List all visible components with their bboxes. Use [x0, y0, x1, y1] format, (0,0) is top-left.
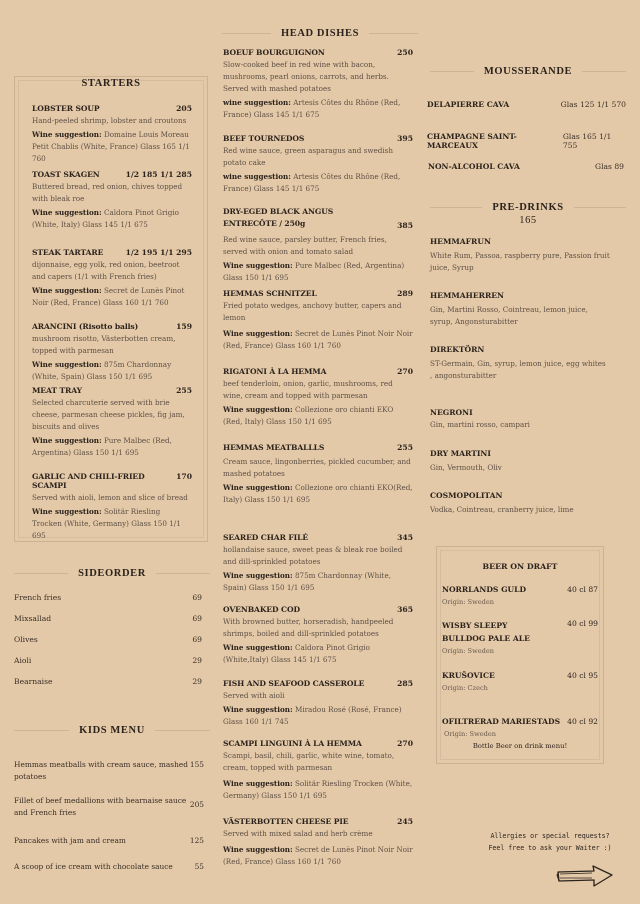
item-name: TOAST SKAGEN — [32, 170, 100, 179]
item-name: LOBSTER SOUP — [32, 104, 100, 113]
menu-item: VÄSTERBOTTEN CHEESE PIE 245 Served with mixed salad and herb crème Wine suggestion: Secret de Lunès Pinot Noir Noir (Red, France) Glass 160 1/1 760 — [223, 817, 413, 866]
divider — [574, 207, 626, 208]
item-desc: Buttered bread, red onion, chives topped with bleak roe — [32, 182, 183, 203]
drink-item: HEMMAHERREN Gin, Martini Rosso, Cointreau, lemon juice, syrup, Angonsturabitter — [430, 291, 588, 326]
menu-item: RIGATONI À LA HEMMA 270 beef tenderloin, onion, garlic, mushrooms, red wine, cream and topped with parmesan Wine suggestion: Collezione oro chianti EKO (Red, Italy) Glass 150 1/1 695 — [223, 367, 413, 426]
wine-suggestion: Wine suggestion: Secret de Lunès Pinot Noir (Red, France) Glass 160 1/1 760 — [32, 286, 185, 307]
wine-suggestion: Wine suggestion: Domaine Louis Moreau Petit Chablis (White, France) Glass 165 1/1 760 — [32, 130, 190, 163]
list-item: French fries 69 — [14, 593, 202, 602]
item-name: STEAK TARTARE — [32, 248, 104, 257]
wine-suggestion: Wine suggestion: 875m Chardonnay (White, Spain) Glass 150 1/1 695 — [32, 360, 172, 381]
wine-suggestion: Wine suggestion: Pure Malbec (Red, Argentina) Glass 150 1/1 695 — [32, 436, 172, 457]
menu-item: HEMMAS SCHNITZEL 289 Fried potato wedges, anchovy butter, capers and lemon Wine suggestion: Secret de Lunès Pinot Noir Noir (Red, France) Glass 160 1/1 760 — [223, 289, 413, 350]
divider — [14, 573, 68, 574]
divider — [582, 71, 626, 72]
predrinks-heading — [430, 202, 626, 213]
head-dishes-section — [223, 48, 413, 868]
drink-item: COSMOPOLITAN Vodka, Cointreau, cranberry juice, lime — [430, 491, 574, 514]
starters-section — [32, 104, 192, 542]
sideorder-list — [14, 587, 202, 692]
predrinks-list — [430, 237, 610, 516]
item-price: 1/2 195 1/1 295 — [125, 248, 192, 257]
item-desc: Hand-peeled shrimp, lobster and croutons — [32, 116, 187, 125]
beer-item: OFILTRERAD MARIESTADS 40 cl 92 Origin: Sweden — [442, 717, 598, 738]
item-price: 255 — [176, 386, 192, 395]
menu-item — [32, 322, 192, 386]
menu-item: DRY-EGED BLACK ANGUS ENTRECÔTE / 250g 385 Red wine sauce, parsley butter, French fries, served with onion and tomato salad Wine suggestion: Pure Malbec (Red, Argentina) Glass 150 1/1 695 — [223, 207, 413, 282]
drink-item: DRY MARTINI Gin, Vermouth, Oliv — [430, 449, 502, 472]
list-item: Bearnaise 29 — [14, 677, 202, 686]
list-item: Hemmas meatballs with cream sauce, mashed potatoes 155 — [14, 760, 204, 781]
item-price: 159 — [176, 322, 192, 331]
item-name: MEAT TRAY — [32, 386, 82, 395]
beer-item: NORRLANDS GULD 40 cl 87 Origin: Sweden — [442, 585, 598, 606]
menu-item: BOEUF BOURGUIGNON 250 Slow-cooked beef in red wine with bacon, mushrooms, pearl onions, carrots, and herbs. Served with mashed potatoes wine suggestion: Artesis Côtes du Rhône (Red, France) Glass 145 1/1 675 — [223, 48, 413, 119]
item-desc: mushroom risotto, Västerbotten cream, topped with parmesan — [32, 334, 176, 355]
menu-item: HEMMAS MEATBALLLS 255 Cream sauce, lingonberries, pickled cucumber, and mashed potatoes Wine suggestion: Collezione oro chianti EKO(Red, Italy) Glass 150 1/1 695 — [223, 443, 413, 504]
kids-heading — [14, 725, 210, 736]
head-dishes-heading — [222, 28, 418, 39]
beer-item: WISBY SLEEPY BULLDOG PALE ALE 40 cl 99 Origin: Sweden — [442, 619, 598, 655]
item-desc: dijonnaise, egg yolk, red onion, beetroot and capers (1/1 with French fries) — [32, 260, 180, 281]
mousserande-heading — [430, 66, 626, 77]
list-item: CHAMPAGNE SAINT-MARCEAUX Glas 165 1/1 755 — [427, 132, 612, 150]
item-name: GARLIC AND CHILI-FRIED SCAMPI — [32, 472, 145, 490]
hand-drawn-arrow-right-icon — [556, 864, 616, 888]
list-item: Mixsallad 69 — [14, 614, 202, 623]
divider — [430, 207, 482, 208]
menu-item: FISH AND SEAFOOD CASSEROLE 285 Served with aioli Wine suggestion: Miradou Rosé (Rosé, France) Glass 160 1/1 745 — [223, 679, 413, 726]
menu-item — [32, 386, 192, 472]
beer-section — [442, 562, 598, 750]
mousserande-list — [427, 100, 626, 171]
menu-item: OVENBAKED COD 365 With browned butter, horseradish, handpeeled shrimps, boiled and dill-sprinkled potatoes Wine suggestion: Caldora Pinot Grigio (White,Italy) Glass 145 1/1 675 — [223, 605, 413, 664]
list-item: Aioli 29 — [14, 656, 202, 665]
item-desc: Served with aioli, lemon and slice of bread — [32, 493, 188, 502]
divider — [155, 730, 210, 731]
divider — [14, 730, 69, 731]
beer-note: Bottle Beer on drink menu! — [472, 742, 568, 750]
item-desc: Selected charcuterie served with brie cheese, parmesan cheese pickles, fig jam, biscuits and olives — [32, 398, 185, 431]
divider — [222, 33, 271, 34]
predrinks-price: 165 — [519, 215, 537, 226]
kids-title: KIDS MENU — [79, 725, 145, 736]
list-item: Olives 69 — [14, 635, 202, 644]
menu-item: SCAMPI LINGUINI À LA HEMMA 270 Scampi, basil, chili, garlic, white wine, tomato, cream, topped with parmesan Wine suggestion: Solitär Riesling Trocken (White, Germany) Glass 150 1/1 695 — [223, 739, 413, 800]
drink-item: DIREKTÖRN ST-Germain, Gin, syrup, lemon juice, egg whites , angonsturabitter — [430, 345, 606, 380]
allergy-note: Allergies or special requests? Feel free to ask your Waiter :) — [488, 832, 612, 852]
predrinks-title: PRE-DRINKS — [492, 202, 564, 213]
item-price: 1/2 185 1/1 285 — [125, 170, 192, 179]
drink-item: HEMMAFRUN White Rum, Passoa, raspberry pure, Passion fruit juice, Syrup — [430, 237, 610, 272]
list-item: Fillet of beef medallions with bearnaise sauce and French fries 205 — [14, 796, 204, 817]
list-item: Pancakes with jam and cream 125 — [14, 836, 204, 845]
sideorder-heading — [14, 568, 210, 579]
wine-suggestion: Wine suggestion: Caldora Pinot Grigio (White, Italy) Glass 145 1/1 675 — [32, 208, 179, 229]
kids-list — [14, 749, 204, 873]
wine-suggestion: Wine suggestion: Solitär Riesling Trocken (White, Germany) Glass 150 1/1 695 — [32, 507, 181, 540]
item-name: ARANCINI (Risotto balls) — [32, 322, 139, 331]
menu-item — [32, 170, 192, 248]
beer-title: BEER ON DRAFT — [482, 562, 558, 571]
divider — [156, 573, 210, 574]
list-item: DELAPIERRE CAVA Glas 125 1/1 570 — [427, 100, 626, 109]
menu-item: BEEF TOURNEDOS 395 Red wine sauce, green asparagus and swedish potato cake wine suggestion: Artesis Côtes du Rhône (Red, France) Glass 145 1/1 675 — [223, 134, 413, 193]
starters-title: STARTERS — [81, 78, 141, 89]
item-price: 170 — [176, 472, 192, 481]
divider — [430, 71, 474, 72]
mousserande-title: MOUSSERANDE — [483, 66, 573, 77]
menu-item — [32, 248, 192, 322]
list-item: NON-ALCOHOL CAVA Glas 89 — [428, 162, 624, 171]
sideorder-title: SIDEORDER — [78, 568, 146, 579]
head-dishes-title: HEAD DISHES — [280, 28, 360, 39]
drink-item: NEGRONI Gin, martini rosso, campari — [430, 408, 530, 429]
menu-item — [32, 472, 192, 542]
menu-item — [32, 104, 192, 170]
menu-item: SEARED CHAR FILÉ 345 hollandaise sauce, sweet peas & bleak roe boiled and dill-sprinkled potatoes Wine suggestion: 875m Chardonnay (White, Spain) Glass 150 1/1 695 — [223, 533, 413, 592]
list-item: A scoop of ice cream with chocolate sauce 55 — [14, 862, 204, 871]
beer-item: KRUŠOVICE 40 cl 95 Origin: Czech — [442, 671, 598, 692]
divider — [369, 33, 418, 34]
item-price: 205 — [176, 104, 192, 113]
